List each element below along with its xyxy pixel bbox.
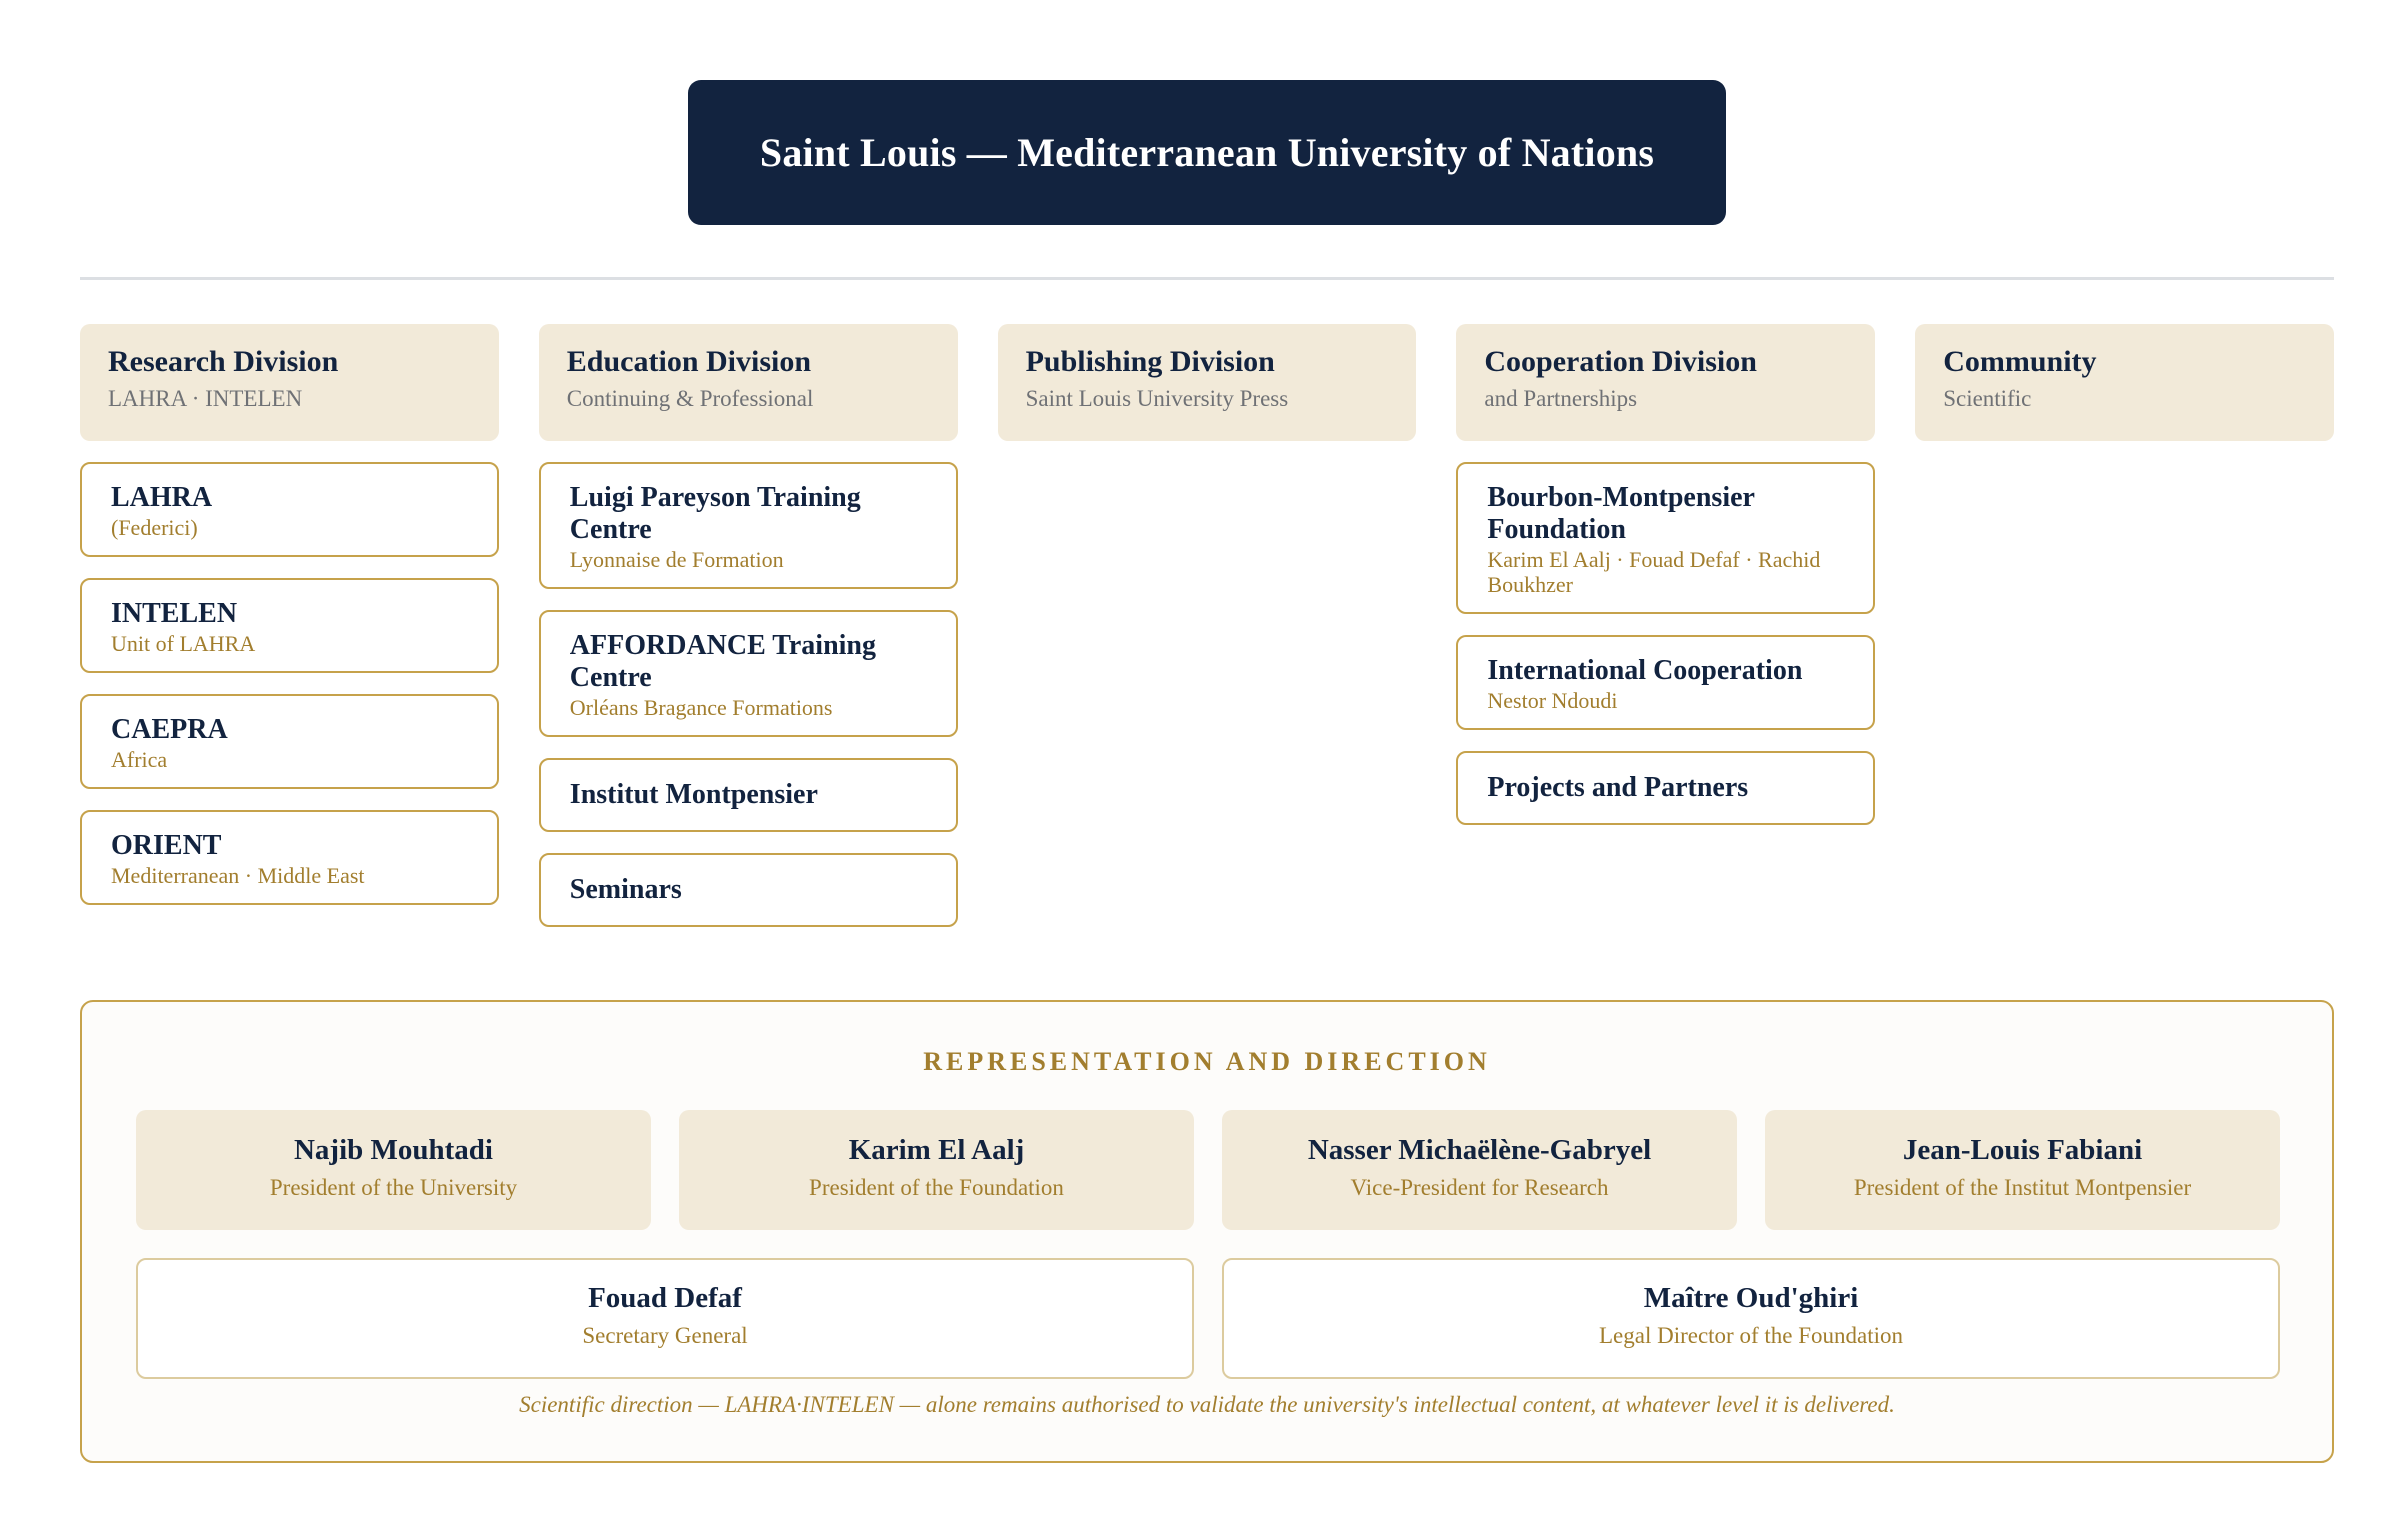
officer-card <box>1222 1258 2280 1379</box>
division-heading: Community <box>1943 345 2097 378</box>
division-header <box>539 324 958 441</box>
person-name: Nasser Michaëlène-Gabryel <box>1307 1134 1652 1166</box>
unit-name: LAHRA <box>111 482 213 513</box>
unit-name: INTELEN <box>111 598 238 629</box>
unit-card <box>539 462 958 589</box>
unit-card <box>539 853 958 927</box>
person-role: Vice-President for Research <box>1350 1175 1609 1200</box>
unit-name: Bourbon-Montpensier Foundation <box>1487 482 1755 545</box>
unit-name: Projects and Partners <box>1487 772 1749 803</box>
leader-card <box>679 1110 1194 1230</box>
leader-card <box>1222 1110 1737 1230</box>
unit-detail: Lyonnaise de Formation <box>569 547 784 572</box>
unit-card <box>1456 462 1875 614</box>
unit-card <box>1456 751 1875 825</box>
person-name: Najib Mouhtadi <box>293 1134 493 1166</box>
unit-name: Luigi Pareyson Training Centre <box>569 482 861 545</box>
unit-card <box>80 578 499 673</box>
division-header <box>1915 324 2334 441</box>
officer-card <box>136 1258 1194 1379</box>
division-header <box>80 324 499 441</box>
unit-detail: Africa <box>111 747 168 772</box>
person-name: Jean-Louis Fabiani <box>1902 1134 2143 1166</box>
unit-detail: Unit of LAHRA <box>111 631 256 656</box>
division-publishing <box>998 324 1417 441</box>
leader-card <box>136 1110 651 1230</box>
leader-card <box>1765 1110 2280 1230</box>
unit-detail: (Federici) <box>111 515 198 540</box>
person-role: President of the University <box>269 1175 518 1200</box>
representation-panel <box>80 1000 2334 1463</box>
divider <box>80 277 2334 280</box>
unit-detail: Karim El Aalj · Fouad Defaf · Rachid Boukhzer <box>1487 547 1821 597</box>
unit-detail: Orléans Bragance Formations <box>569 695 833 720</box>
university-title-box <box>688 80 1726 225</box>
division-subtitle: Continuing & Professional <box>566 386 814 411</box>
unit-card <box>539 610 958 737</box>
division-subtitle: Saint Louis University Press <box>1025 386 1289 411</box>
division-community <box>1915 324 2334 441</box>
person-name: Fouad Defaf <box>588 1282 742 1314</box>
person-name: Karim El Aalj <box>848 1134 1025 1166</box>
unit-card <box>80 810 499 905</box>
person-role: Secretary General <box>582 1323 748 1348</box>
unit-card <box>539 758 958 832</box>
unit-name: Institut Montpensier <box>569 779 818 810</box>
division-research <box>80 324 499 905</box>
division-subtitle: LAHRA · INTELEN <box>108 386 303 411</box>
division-subtitle: and Partnerships <box>1484 386 1638 411</box>
officers-row <box>136 1258 2280 1379</box>
unit-card <box>80 462 499 557</box>
person-role: President of the Institut Montpensier <box>1853 1175 2192 1200</box>
division-heading: Research Division <box>108 345 339 378</box>
representation-heading: REPRESENTATION AND DIRECTION <box>923 1047 1491 1076</box>
division-heading: Publishing Division <box>1025 345 1275 378</box>
person-role: President of the Foundation <box>809 1175 1064 1200</box>
unit-name: AFFORDANCE Training Centre <box>569 630 877 693</box>
division-cooperation <box>1456 324 1875 825</box>
unit-name: CAEPRA <box>111 714 228 745</box>
person-role: Legal Director of the Foundation <box>1598 1323 1904 1348</box>
unit-card <box>80 694 499 789</box>
leaders-row <box>136 1110 2280 1230</box>
division-header <box>998 324 1417 441</box>
unit-name: International Cooperation <box>1487 655 1803 686</box>
university-title: Saint Louis — Mediterranean University of Nations <box>759 130 1655 175</box>
unit-card <box>1456 635 1875 730</box>
unit-detail: Mediterranean · Middle East <box>111 863 365 888</box>
unit-name: ORIENT <box>111 830 222 861</box>
divisions <box>80 324 2334 927</box>
unit-name: Seminars <box>569 874 682 905</box>
division-header <box>1456 324 1875 441</box>
division-heading: Education Division <box>566 345 812 378</box>
division-subtitle: Scientific <box>1943 386 2032 411</box>
division-heading: Cooperation Division <box>1484 345 1757 378</box>
division-education <box>539 324 958 927</box>
unit-detail: Nestor Ndoudi <box>1487 688 1618 713</box>
person-name: Maître Oud'ghiri <box>1643 1282 1859 1314</box>
scientific-direction-note: Scientific direction — LAHRA·INTELEN — alone remains authorised to validate the university's intellectual content, at whatever level it is delivered. <box>519 1392 1895 1417</box>
